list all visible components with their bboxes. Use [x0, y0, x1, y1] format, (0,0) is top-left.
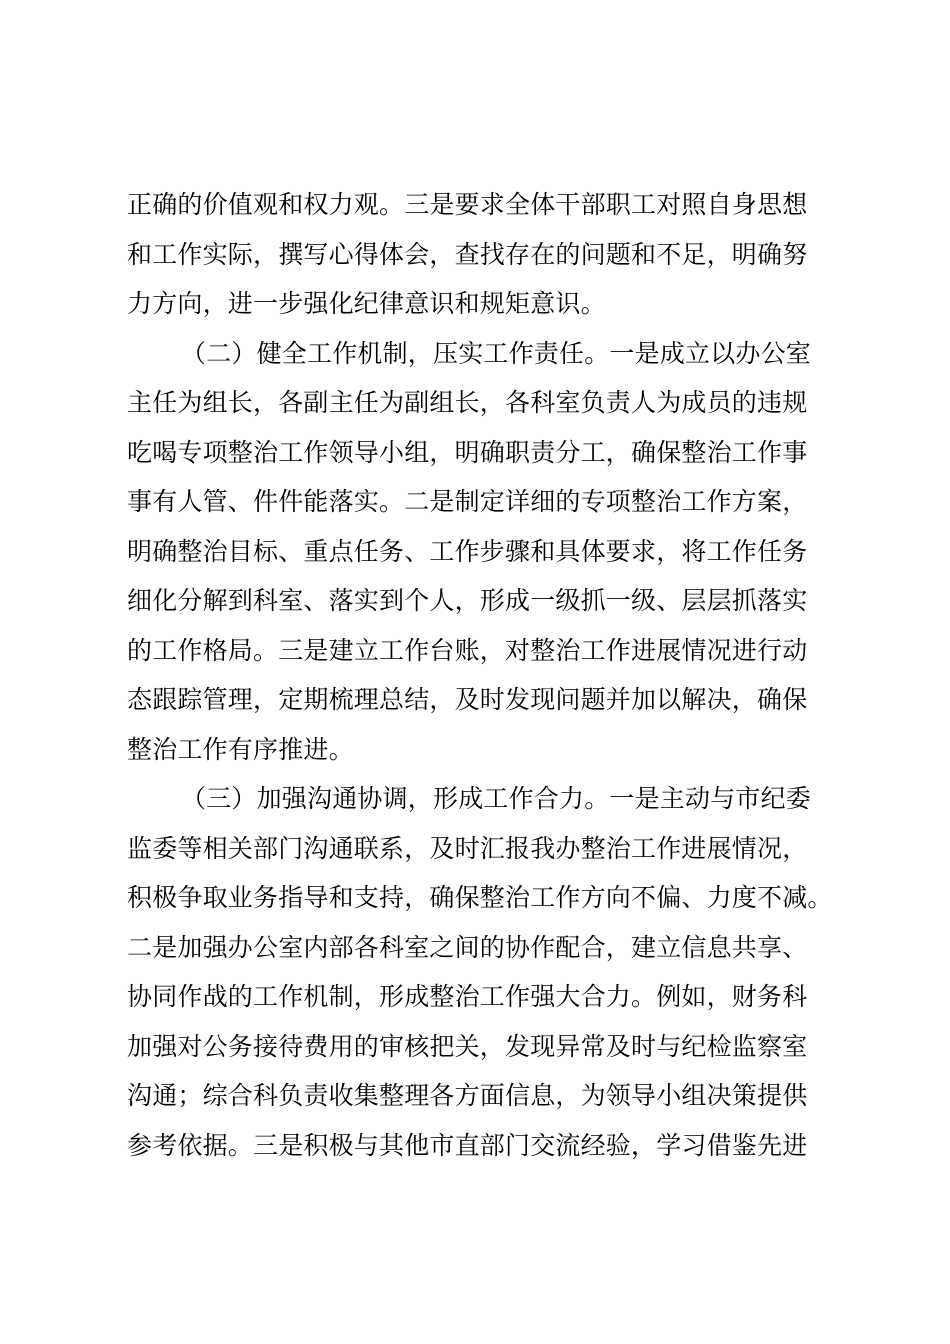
text-line: 明确整治目标、重点任务、工作步骤和具体要求，将工作任务 — [127, 536, 808, 566]
text-line: 主任为组长，各副主任为副组长，各科室负责人为成员的违规 — [127, 388, 808, 417]
text-line: 参考依据。三是积极与其他市直部门交流经验，学习借鉴先进 — [127, 1130, 808, 1160]
body-text — [127, 180, 837, 1170]
text-line: （三）加强沟通协调，形成工作合力。一是主动与市纪委 — [181, 784, 812, 813]
text-line: 细化分解到科室、落实到个人，形成一级抓一级、层层抓落实 — [127, 586, 808, 615]
text-line: 监委等相关部门沟通联系，及时汇报我办整治工作进展情况， — [127, 833, 808, 863]
text-line: 沟通；综合科负责收集整理各方面信息，为领导小组决策提供 — [127, 1081, 808, 1110]
text-line: 力方向，进一步强化纪律意识和规矩意识。 — [127, 289, 606, 318]
text-line: 加强对公务接待费用的审核把关，发现异常及时与纪检监察室 — [127, 1031, 808, 1061]
paragraph-1 — [127, 180, 837, 329]
paragraph-2 — [127, 329, 837, 775]
text-line: 态跟踪管理，定期梳理总结，及时发现问题并加以解决，确保 — [127, 685, 808, 714]
text-line: 正确的价值观和权力观。三是要求全体干部职工对照自身思想 — [127, 190, 808, 219]
text-line: 协同作战的工作机制，形成整治工作强大合力。例如，财务科 — [127, 982, 808, 1011]
text-line: 积极争取业务指导和支持，确保整治工作方向不偏、力度不减。 — [127, 883, 833, 912]
text-line: （二）健全工作机制，压实工作责任。一是成立以办公室 — [181, 338, 812, 368]
text-line: 的工作格局。三是建立工作台账，对整治工作进展情况进行动 — [127, 635, 808, 665]
text-line: 吃喝专项整治工作领导小组，明确职责分工，确保整治工作事 — [127, 437, 808, 467]
paragraph-3 — [127, 774, 837, 1170]
text-line: 事有人管、件件能落实。二是制定详细的专项整治工作方案， — [127, 487, 808, 516]
text-line: 和工作实际，撰写心得体会，查找存在的问题和不足，明确努 — [127, 239, 808, 269]
text-line: 整治工作有序推进。 — [127, 734, 354, 764]
text-line: 二是加强办公室内部各科室之间的协作配合，建立信息共享、 — [127, 932, 808, 962]
